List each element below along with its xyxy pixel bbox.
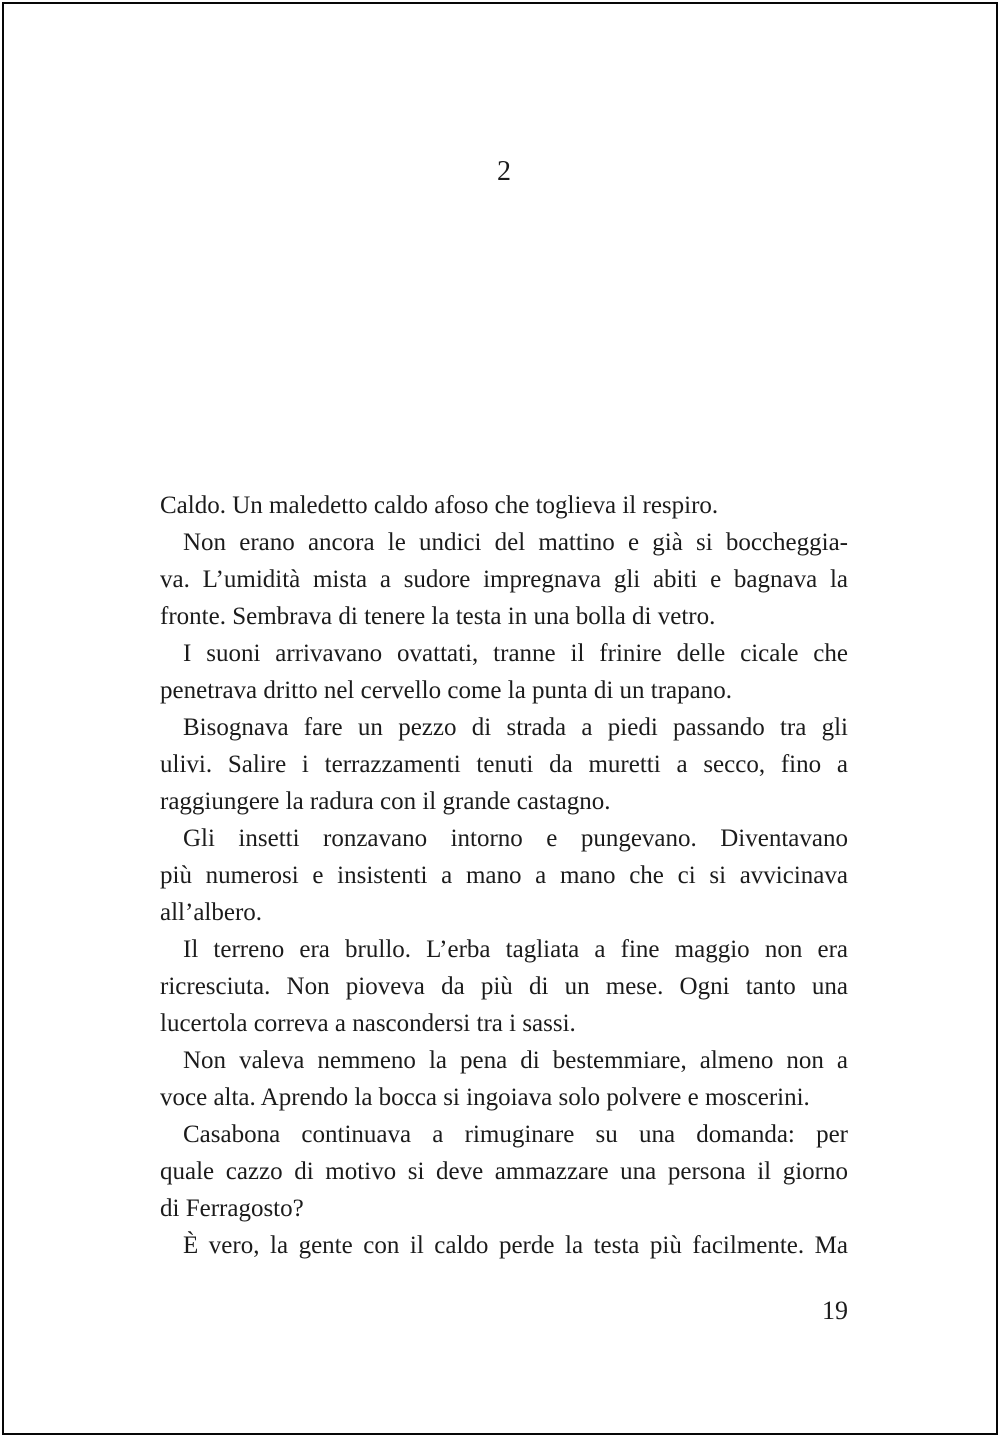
text-line: ulivi. Salire i terrazzamenti tenuti da muretti a secco, fino a [160,751,848,778]
text-line: Il terreno era brullo. L’erba tagliata a fine maggio non era [183,936,848,963]
text-line: di Ferragosto? [160,1195,304,1222]
text-line: va. L’umidità mista a sudore impregnava gli abiti e bagnava la [160,566,848,593]
text-line: Caldo. Un maledetto caldo afoso che toglieva il respiro. [160,492,719,519]
text-line: I suoni arrivavano ovattati, tranne il frinire delle cicale che [183,640,848,667]
body-text [160,487,848,1264]
text-line: ricresciuta. Non pioveva da più di un mese. Ogni tanto una [160,973,848,1000]
text-line: È vero, la gente con il caldo perde la testa più facilmente. Ma [183,1232,848,1259]
text-line: Gli insetti ronzavano intorno e pungevano. Diventavano [183,825,848,852]
page-number: 19 [822,1296,848,1325]
text-line: penetrava dritto nel cervello come la punta di un trapano. [160,677,732,704]
text-line: all’albero. [160,899,263,926]
text-line: Casabona continuava a rimuginare su una domanda: per [183,1121,848,1148]
text-line: più numerosi e insistenti a mano a mano che ci si avvicinava [160,862,848,889]
text-line: voce alta. Aprendo la bocca si ingoiava solo polvere e moscerini. [160,1084,810,1111]
text-line: fronte. Sembrava di tenere la testa in una bolla di vetro. [160,603,716,630]
text-line: lucertola correva a nascondersi tra i sassi. [160,1010,576,1037]
text-line: Bisognava fare un pezzo di strada a piedi passando tra gli [183,714,848,741]
text-line: Non erano ancora le undici del mattino e già si boccheggia- [183,529,848,556]
text-line: raggiungere la radura con il grande castagno. [160,788,611,815]
text-line: quale cazzo di motivo si deve ammazzare una persona il giorno [160,1158,848,1185]
chapter-number: 2 [497,156,511,187]
text-line: Non valeva nemmeno la pena di bestemmiare, almeno non a [183,1047,848,1074]
